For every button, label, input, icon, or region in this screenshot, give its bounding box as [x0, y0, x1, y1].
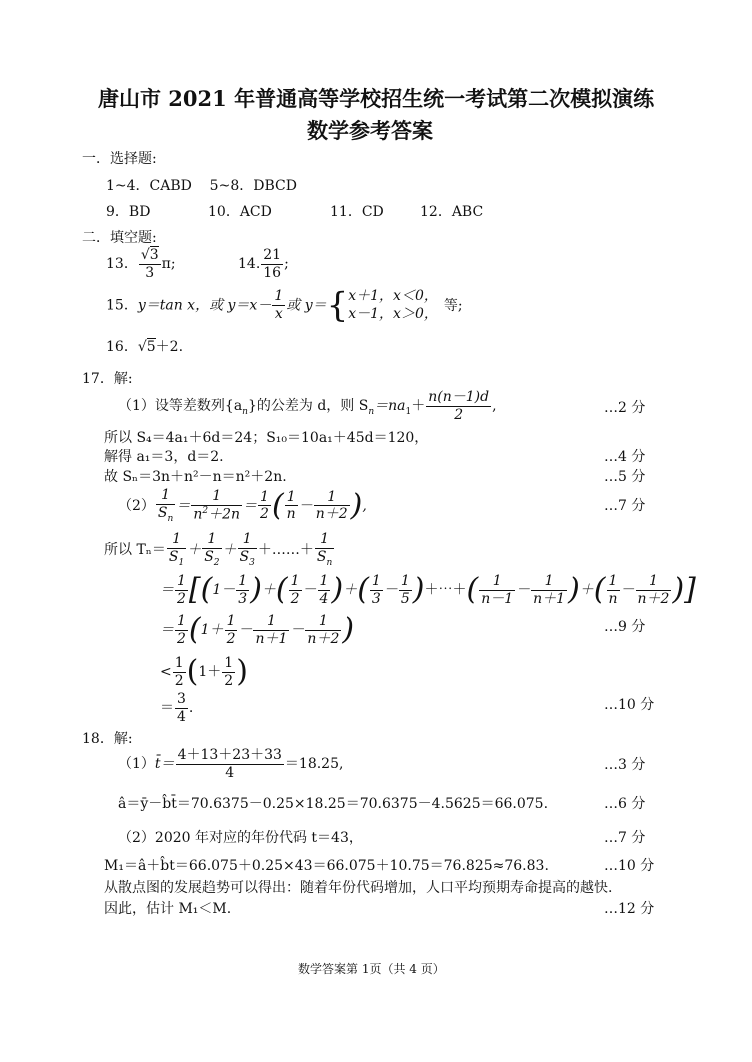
page-footer: 数学答案第 1页（共 4 页）: [298, 962, 445, 976]
score-4: …4 分: [604, 449, 646, 465]
q18-l1-lhs: t̄＝: [154, 756, 175, 773]
score-7: …7 分: [604, 498, 646, 514]
answer-13-tail: π;: [161, 256, 176, 273]
choice-row-2-c: 11．CD: [330, 204, 384, 220]
q18-l1-fraction: [176, 748, 284, 780]
q18-header: 18．解:: [82, 731, 133, 747]
q17-l8-eq: ＝: [160, 622, 174, 639]
score-2: …2 分: [604, 400, 646, 416]
answer-14-den: 16: [263, 264, 282, 281]
q17-l1-num: n(n－1)d: [428, 389, 490, 405]
answer-16-label: 16．: [106, 339, 138, 355]
answer-15-den: x: [274, 306, 283, 322]
score-9: …9 分: [604, 619, 646, 635]
score-q18-10: …10 分: [604, 858, 655, 874]
q18-line-3: （2）2020 年对应的年份代码 t＝43，: [118, 830, 363, 846]
answer-13-sqrt: 3: [149, 247, 159, 263]
score-5: …5 分: [604, 469, 646, 485]
q18-line-6: 因此，估计 M₁＜M.: [104, 901, 232, 917]
answer-14-tail: ;: [284, 256, 289, 273]
answer-14-fraction: [261, 248, 283, 280]
q17-l1-a: （1）设等差数列{a: [118, 398, 243, 415]
q18-line-5: 从散点图的发展趋势可以得出：随着年份代码增加，人口平均预期寿命提高的越快.: [104, 880, 613, 896]
answer-15: [106, 285, 463, 326]
choice-row-2-a: 9．BD: [106, 204, 151, 220]
q17-l1-den: 2: [454, 406, 464, 423]
q17-line-1: （1）设等差数列$\{a_n\}$的公差为 d，则 $S_n=na_1+$ $\frac{n(n-1)d}{2}$ ,: [118, 389, 497, 423]
q17-header: 17．解:: [82, 371, 133, 387]
answer-13-fraction: $\frac{√3}{3}$: [140, 247, 159, 281]
q18-line-2: â＝ȳ－b̂t̄＝70.6375－0.25×18.25＝70.6375－4.5625＝66.075.: [118, 796, 549, 812]
answer-13: [106, 248, 176, 280]
q17-line-5: （2） $\frac{1}{S_n}$ ＝ $\frac{1}{n^2+2n}$ ＝ $\frac{1}{2}$ ( $\frac{1}{n}$ － $\frac{1}{n+2}$ ),: [118, 487, 367, 524]
answer-15-fraction: [272, 289, 285, 321]
q17-line-2: 所以 S₄＝4a₁＋6d＝24；S₁₀＝10a₁＋45d＝120，: [104, 430, 429, 446]
score-q18-12: …12 分: [604, 901, 655, 917]
answer-15-case-1: x＋1，x＜0，: [348, 288, 438, 304]
q18-l1-tail: ＝18.25,: [284, 756, 344, 773]
section-fill-header: 二．填空题:: [82, 230, 157, 246]
q17-l1-c: ＝na: [374, 398, 406, 415]
q17-line-10: ＝ $\frac{3}{4}$ .: [160, 691, 194, 725]
answer-15-part1: y＝tan x，或 y＝x－: [137, 297, 272, 314]
q17-line-3: 解得 a₁＝3，d＝2.: [104, 449, 224, 465]
answer-16: 16．√5＋2.: [106, 339, 184, 355]
answer-13-label: 13．: [106, 256, 138, 273]
q17-line-8: ＝ $\frac{1}{2}$ (1＋ $\frac{1}{2}$ － $\frac{1}{n+1}$ － $\frac{1}{n+2}$ ): [160, 612, 355, 648]
q17-l9-lt: <: [160, 664, 172, 681]
q17-line-6: 所以 Tₙ＝ $\frac{1}{S_1}$ ＋ $\frac{1}{S_2}$ ＋ $\frac{1}{S_3}$ ＋……＋ $\frac{1}{S_n}$: [104, 531, 333, 568]
answer-15-label: 15．: [106, 297, 138, 314]
answer-15-num: 1: [274, 288, 284, 305]
section-choice-header: 一．选择题:: [82, 151, 157, 167]
answer-15-case-2: x－1，x＞0，: [348, 305, 438, 322]
q17-line-9: < $\frac{1}{2}$ (1＋ $\frac{1}{2}$ ): [160, 654, 248, 690]
q17-l10-eq: ＝: [160, 700, 174, 717]
choice-row-2-b: 10．ACD: [208, 204, 272, 220]
q17-l5-eq2: ＝: [243, 497, 258, 514]
q17-line-4: 故 Sₙ＝3n＋n²－n＝n²＋2n.: [104, 469, 287, 485]
q17-l7-ellipsis: ＋⋯＋: [424, 582, 467, 599]
answer-14: [238, 248, 289, 280]
answer-13-den: 3: [145, 264, 155, 281]
q17-l1-tail: ,: [492, 398, 497, 415]
q17-l6-label: 所以 Tₙ＝: [104, 541, 166, 558]
q18-l1-label: （1）: [118, 756, 155, 773]
answer-15-brace: {: [326, 285, 349, 326]
title-line-1: 唐山市 2021 年普通高等学校招生统一考试第二次模拟演练: [98, 86, 655, 111]
q17-l1-b: }的公差为 d，则 S: [247, 398, 369, 415]
q17-l7-eq: ＝: [160, 582, 174, 599]
q17-l1-fraction: [426, 390, 491, 422]
answer-15-part2: 或 y＝: [286, 297, 327, 314]
answer-16-sqrt: 5: [146, 339, 156, 355]
score-10: …10 分: [604, 697, 655, 713]
score-q18-3: …3 分: [604, 757, 646, 773]
choice-row-1: 1~4．CABD 5~8．DBCD: [106, 178, 297, 194]
q17-l5-label: （2）: [118, 497, 155, 514]
q18-line-4: M₁＝â＋b̂t＝66.075＋0.25×43＝66.075＋10.75＝76.825≈76.83.: [104, 858, 549, 874]
q18-line-1: [118, 748, 343, 780]
score-q18-6: …6 分: [604, 796, 646, 812]
answer-15-part3: 等;: [443, 297, 463, 314]
answer-14-num: 21: [263, 247, 282, 263]
title-line-2: 数学参考答案: [307, 118, 433, 143]
q17-l5-eq1: ＝: [176, 497, 191, 514]
q17-l1-d: ＋: [411, 398, 426, 415]
q17-line-7: ＝ $\frac{1}{2}$ [(1－ $\frac{1}{3}$ )＋( $\frac{1}{2}$ － $\frac{1}{4}$ )＋( $\frac{1}{3}$ － $\frac{1}{5}$ )＋⋯＋( $\frac{1}{n-1}$ － $\frac{1}{n+1}$ )＋( $\frac{1}{n}$ － $\frac{1}{n+2}$ )]: [160, 572, 696, 608]
answer-14-label: 14.: [238, 256, 261, 273]
answer-16-tail: ＋2.: [155, 339, 184, 355]
choice-row-2-d: 12．ABC: [420, 204, 484, 220]
q18-l1-den: 4: [225, 764, 235, 781]
answer-15-cases: [348, 288, 438, 323]
q17-l6-dots: ＋……＋: [257, 541, 314, 558]
score-q18-7: …7 分: [604, 830, 646, 846]
q18-l1-num: 4＋13＋23＋33: [177, 747, 282, 763]
